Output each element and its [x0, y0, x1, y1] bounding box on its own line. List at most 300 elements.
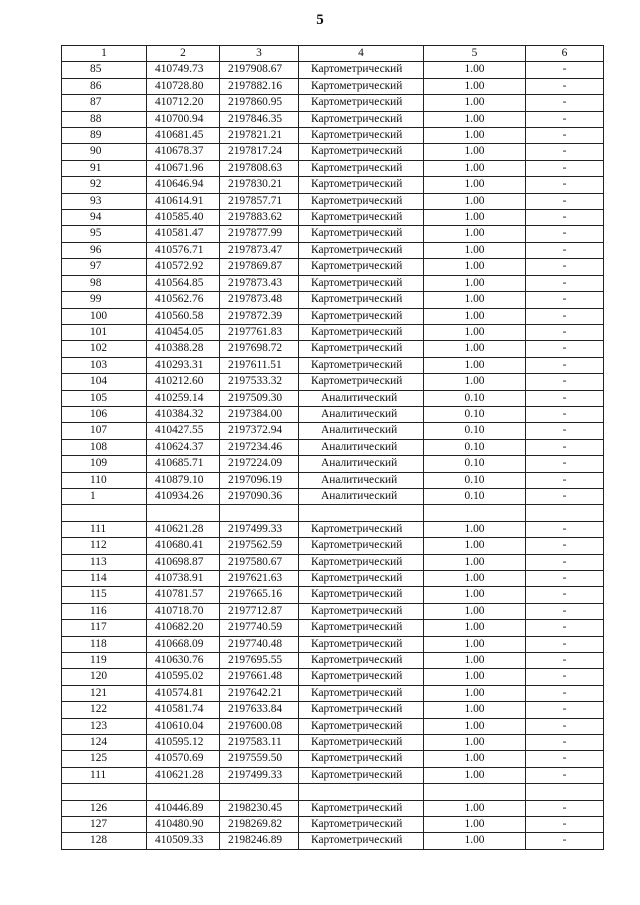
- table-cell: -: [526, 111, 604, 127]
- table-cell: 117: [62, 620, 147, 636]
- table-cell: 2197872.39: [220, 308, 299, 324]
- table-cell: 1.00: [424, 702, 526, 718]
- table-cell: -: [526, 292, 604, 308]
- table-cell: 1.00: [424, 685, 526, 701]
- table-cell: Картометрический: [299, 193, 424, 209]
- table-cell: -: [526, 456, 604, 472]
- table-cell: -: [526, 653, 604, 669]
- table-cell: [526, 505, 604, 521]
- table-row: [62, 603, 604, 619]
- table-cell: 107: [62, 423, 147, 439]
- table-cell: 410682.20: [147, 620, 220, 636]
- table-cell: Картометрический: [299, 62, 424, 78]
- table-row: [62, 95, 604, 111]
- table-cell: 113: [62, 554, 147, 570]
- table-row: [62, 718, 604, 734]
- table-cell: 410630.76: [147, 653, 220, 669]
- table-row: [62, 275, 604, 291]
- table-cell: Картометрический: [299, 95, 424, 111]
- table-cell: Картометрический: [299, 210, 424, 226]
- table-row: [62, 226, 604, 242]
- table-cell: 1.00: [424, 160, 526, 176]
- table-cell: Картометрический: [299, 685, 424, 701]
- table-cell: Картометрический: [299, 603, 424, 619]
- table-cell: 410621.28: [147, 521, 220, 537]
- table-cell: [147, 784, 220, 800]
- table-cell: Аналитический: [299, 406, 424, 422]
- column-header-2: 2: [147, 46, 220, 62]
- table-cell: 96: [62, 242, 147, 258]
- table-cell: 1.00: [424, 374, 526, 390]
- table-cell: 111: [62, 521, 147, 537]
- table-cell: 106: [62, 406, 147, 422]
- table-cell: 0.10: [424, 456, 526, 472]
- table-cell: 1.00: [424, 554, 526, 570]
- table-cell: 410384.32: [147, 406, 220, 422]
- table-row: [62, 292, 604, 308]
- table-cell: [424, 784, 526, 800]
- table-cell: 2197740.59: [220, 620, 299, 636]
- table-cell: Картометрический: [299, 177, 424, 193]
- table-cell: 95: [62, 226, 147, 242]
- table-cell: 0.10: [424, 439, 526, 455]
- table-cell: 2197234.46: [220, 439, 299, 455]
- table-cell: 125: [62, 751, 147, 767]
- table-cell: [299, 505, 424, 521]
- table-cell: 0.10: [424, 390, 526, 406]
- table-cell: 410560.58: [147, 308, 220, 324]
- table-cell: 410728.80: [147, 78, 220, 94]
- table-cell: Картометрический: [299, 374, 424, 390]
- table-cell: 410570.69: [147, 751, 220, 767]
- table-cell: Картометрический: [299, 570, 424, 586]
- table-cell: 2197642.21: [220, 685, 299, 701]
- table-cell: 120: [62, 669, 147, 685]
- table-cell: 1.00: [424, 259, 526, 275]
- table-cell: 1.00: [424, 669, 526, 685]
- table-cell: Картометрический: [299, 259, 424, 275]
- table-cell: -: [526, 308, 604, 324]
- table-cell: Картометрический: [299, 817, 424, 833]
- table-row: [62, 751, 604, 767]
- table-row: [62, 620, 604, 636]
- table-cell: -: [526, 259, 604, 275]
- table-row: [62, 767, 604, 783]
- table-cell: -: [526, 390, 604, 406]
- table-cell: 410781.57: [147, 587, 220, 603]
- table-cell: 2197661.48: [220, 669, 299, 685]
- table-cell: 1.00: [424, 210, 526, 226]
- table-cell: 410572.92: [147, 259, 220, 275]
- table-cell: 1.00: [424, 308, 526, 324]
- table-row: [62, 210, 604, 226]
- table-cell: Картометрический: [299, 735, 424, 751]
- table-cell: 410562.76: [147, 292, 220, 308]
- table-cell: 1.00: [424, 833, 526, 849]
- table-cell: -: [526, 210, 604, 226]
- table-cell: 1.00: [424, 193, 526, 209]
- table-cell: 1.00: [424, 587, 526, 603]
- table-row: [62, 570, 604, 586]
- table-cell: 1.00: [424, 292, 526, 308]
- column-header-3: 3: [220, 46, 299, 62]
- table-cell: -: [526, 521, 604, 537]
- table-cell: 410646.94: [147, 177, 220, 193]
- table-row: [62, 685, 604, 701]
- table-cell: 100: [62, 308, 147, 324]
- table-cell: Картометрический: [299, 800, 424, 816]
- table-cell: 2197384.00: [220, 406, 299, 422]
- table-cell: -: [526, 423, 604, 439]
- table-row: [62, 111, 604, 127]
- table-cell: -: [526, 685, 604, 701]
- table-cell: 1.00: [424, 521, 526, 537]
- table-cell: 127: [62, 817, 147, 833]
- table-cell: Картометрический: [299, 653, 424, 669]
- table-cell: 89: [62, 128, 147, 144]
- column-header-4: 4: [299, 46, 424, 62]
- table-header-row: [62, 46, 604, 62]
- table-cell: 1.00: [424, 242, 526, 258]
- table-cell: Картометрический: [299, 242, 424, 258]
- table-cell: 1.00: [424, 226, 526, 242]
- table-cell: -: [526, 62, 604, 78]
- table-cell: -: [526, 603, 604, 619]
- table-cell: 410610.04: [147, 718, 220, 734]
- table-cell: Аналитический: [299, 456, 424, 472]
- table-cell: 1.00: [424, 800, 526, 816]
- table-cell: Картометрический: [299, 751, 424, 767]
- table-cell: -: [526, 554, 604, 570]
- table-cell: 2197883.62: [220, 210, 299, 226]
- table-cell: Картометрический: [299, 78, 424, 94]
- table-cell: Картометрический: [299, 767, 424, 783]
- table-cell: 112: [62, 538, 147, 554]
- table-row: [62, 406, 604, 422]
- table-cell: 114: [62, 570, 147, 586]
- table-cell: 105: [62, 390, 147, 406]
- table-cell: 2197712.87: [220, 603, 299, 619]
- table-cell: 2198230.45: [220, 800, 299, 816]
- table-cell: 410564.85: [147, 275, 220, 291]
- table-cell: 103: [62, 357, 147, 373]
- table-cell: Картометрический: [299, 292, 424, 308]
- table-cell: 87: [62, 95, 147, 111]
- table-cell: 2198246.89: [220, 833, 299, 849]
- table-cell: 410712.20: [147, 95, 220, 111]
- table-cell: Картометрический: [299, 833, 424, 849]
- table-row: [62, 423, 604, 439]
- table-cell: Картометрический: [299, 226, 424, 242]
- table-cell: 2197621.63: [220, 570, 299, 586]
- table-cell: -: [526, 439, 604, 455]
- table-cell: 410576.71: [147, 242, 220, 258]
- table-cell: -: [526, 78, 604, 94]
- table-cell: -: [526, 833, 604, 849]
- table-row: [62, 78, 604, 94]
- table-cell: 91: [62, 160, 147, 176]
- table-cell: -: [526, 95, 604, 111]
- column-header-5: 5: [424, 46, 526, 62]
- table-row: [62, 308, 604, 324]
- table-row: [62, 521, 604, 537]
- table-cell: -: [526, 242, 604, 258]
- table-row: [62, 242, 604, 258]
- table-cell: Аналитический: [299, 390, 424, 406]
- table-row: [62, 800, 604, 816]
- table-cell: [299, 784, 424, 800]
- table-row: [62, 357, 604, 373]
- table-cell: 93: [62, 193, 147, 209]
- table-cell: 2197499.33: [220, 521, 299, 537]
- table-cell: 94: [62, 210, 147, 226]
- table-cell: 410668.09: [147, 636, 220, 652]
- table-cell: [220, 784, 299, 800]
- table-cell: 410681.45: [147, 128, 220, 144]
- table-separator-row: [62, 505, 604, 521]
- table-cell: 410585.40: [147, 210, 220, 226]
- table-cell: 410621.28: [147, 767, 220, 783]
- table-cell: -: [526, 620, 604, 636]
- table-cell: 1.00: [424, 78, 526, 94]
- coordinates-table: [61, 45, 604, 850]
- table-cell: -: [526, 341, 604, 357]
- table-cell: 2197559.50: [220, 751, 299, 767]
- table-cell: 2197096.19: [220, 472, 299, 488]
- column-header-1: 1: [62, 46, 147, 62]
- table-cell: 410614.91: [147, 193, 220, 209]
- table-cell: 126: [62, 800, 147, 816]
- table-cell: 85: [62, 62, 147, 78]
- table-cell: -: [526, 636, 604, 652]
- table-cell: -: [526, 751, 604, 767]
- table-cell: 128: [62, 833, 147, 849]
- table-cell: 119: [62, 653, 147, 669]
- table-cell: 1.00: [424, 357, 526, 373]
- table-cell: 109: [62, 456, 147, 472]
- table-row: [62, 669, 604, 685]
- table-row: [62, 193, 604, 209]
- table-cell: Аналитический: [299, 439, 424, 455]
- table-cell: -: [526, 800, 604, 816]
- table-row: [62, 439, 604, 455]
- table-cell: 2197817.24: [220, 144, 299, 160]
- table-cell: -: [526, 735, 604, 751]
- table-row: [62, 144, 604, 160]
- table-cell: 1.00: [424, 570, 526, 586]
- table-cell: -: [526, 488, 604, 504]
- table-cell: 2197873.43: [220, 275, 299, 291]
- table-cell: Картометрический: [299, 341, 424, 357]
- table-cell: Картометрический: [299, 538, 424, 554]
- table-row: [62, 160, 604, 176]
- table-cell: 410700.94: [147, 111, 220, 127]
- table-row: [62, 653, 604, 669]
- table-cell: 1.00: [424, 538, 526, 554]
- table-cell: 123: [62, 718, 147, 734]
- table-cell: Картометрический: [299, 521, 424, 537]
- table-cell: 2197846.35: [220, 111, 299, 127]
- table-cell: Картометрический: [299, 636, 424, 652]
- table-cell: Картометрический: [299, 718, 424, 734]
- table-row: [62, 456, 604, 472]
- table-cell: 2197562.59: [220, 538, 299, 554]
- table-cell: 1.00: [424, 636, 526, 652]
- table-cell: Картометрический: [299, 144, 424, 160]
- table-cell: 410879.10: [147, 472, 220, 488]
- table-cell: 1.00: [424, 128, 526, 144]
- table-separator-row: [62, 784, 604, 800]
- table-cell: 1.00: [424, 767, 526, 783]
- table-cell: 2197695.55: [220, 653, 299, 669]
- table-cell: 2197372.94: [220, 423, 299, 439]
- table-cell: -: [526, 357, 604, 373]
- table-cell: 410738.91: [147, 570, 220, 586]
- table-cell: 2197580.67: [220, 554, 299, 570]
- table-cell: 2197224.09: [220, 456, 299, 472]
- table-cell: 1.00: [424, 177, 526, 193]
- table-cell: -: [526, 406, 604, 422]
- table-row: [62, 472, 604, 488]
- table-cell: 1.00: [424, 751, 526, 767]
- table-cell: 2197873.47: [220, 242, 299, 258]
- table-cell: 410749.73: [147, 62, 220, 78]
- table-cell: 2197611.51: [220, 357, 299, 373]
- table-cell: 410624.37: [147, 439, 220, 455]
- table-cell: -: [526, 160, 604, 176]
- table-cell: 1.00: [424, 817, 526, 833]
- table-cell: 97: [62, 259, 147, 275]
- table-cell: 2197882.16: [220, 78, 299, 94]
- table-cell: Картометрический: [299, 554, 424, 570]
- table-cell: 1.00: [424, 603, 526, 619]
- table-row: [62, 538, 604, 554]
- table-cell: 118: [62, 636, 147, 652]
- table-cell: 410934.26: [147, 488, 220, 504]
- table-cell: 2197908.67: [220, 62, 299, 78]
- table-cell: 104: [62, 374, 147, 390]
- table-cell: 88: [62, 111, 147, 127]
- table-cell: 116: [62, 603, 147, 619]
- table-cell: -: [526, 669, 604, 685]
- table-cell: -: [526, 587, 604, 603]
- table-cell: Картометрический: [299, 160, 424, 176]
- table-cell: Аналитический: [299, 423, 424, 439]
- table-cell: 99: [62, 292, 147, 308]
- table-row: [62, 390, 604, 406]
- table-cell: 410698.87: [147, 554, 220, 570]
- table-cell: 2197821.21: [220, 128, 299, 144]
- table-cell: 110: [62, 472, 147, 488]
- table-cell: Аналитический: [299, 472, 424, 488]
- table-cell: 1.00: [424, 735, 526, 751]
- table-cell: 2197873.48: [220, 292, 299, 308]
- table-row: [62, 324, 604, 340]
- table-row: [62, 128, 604, 144]
- table-cell: 2197740.48: [220, 636, 299, 652]
- table-cell: 2197877.99: [220, 226, 299, 242]
- table-cell: Картометрический: [299, 308, 424, 324]
- table-cell: Картометрический: [299, 275, 424, 291]
- table-cell: 0.10: [424, 488, 526, 504]
- table-cell: 1.00: [424, 653, 526, 669]
- table-cell: -: [526, 177, 604, 193]
- table-cell: 410427.55: [147, 423, 220, 439]
- table-cell: 410388.28: [147, 341, 220, 357]
- column-header-6: 6: [526, 46, 604, 62]
- table-cell: -: [526, 538, 604, 554]
- table-cell: 410595.12: [147, 735, 220, 751]
- table-cell: 410480.90: [147, 817, 220, 833]
- table-cell: 410685.71: [147, 456, 220, 472]
- table-row: [62, 702, 604, 718]
- table-cell: [220, 505, 299, 521]
- table-cell: 108: [62, 439, 147, 455]
- table-cell: 1.00: [424, 144, 526, 160]
- table-cell: 410718.70: [147, 603, 220, 619]
- table-cell: 1.00: [424, 341, 526, 357]
- table-cell: [62, 505, 147, 521]
- table-cell: 410212.60: [147, 374, 220, 390]
- table-cell: 2198269.82: [220, 817, 299, 833]
- table-cell: 2197869.87: [220, 259, 299, 275]
- table-row: [62, 554, 604, 570]
- table-row: [62, 259, 604, 275]
- table-cell: -: [526, 767, 604, 783]
- table-cell: -: [526, 275, 604, 291]
- table-cell: 1.00: [424, 275, 526, 291]
- table-cell: 410454.05: [147, 324, 220, 340]
- table-cell: 1.00: [424, 62, 526, 78]
- table-cell: Картометрический: [299, 324, 424, 340]
- table-cell: [62, 784, 147, 800]
- table-cell: Картометрический: [299, 587, 424, 603]
- table-cell: 2197808.63: [220, 160, 299, 176]
- table-cell: Аналитический: [299, 488, 424, 504]
- table-cell: 410259.14: [147, 390, 220, 406]
- table-cell: -: [526, 472, 604, 488]
- table-cell: 2197600.08: [220, 718, 299, 734]
- table-cell: Картометрический: [299, 128, 424, 144]
- table-cell: 2197499.33: [220, 767, 299, 783]
- table-cell: -: [526, 374, 604, 390]
- table-cell: 410293.31: [147, 357, 220, 373]
- table-cell: [424, 505, 526, 521]
- table-cell: -: [526, 817, 604, 833]
- table-cell: 122: [62, 702, 147, 718]
- table-cell: 0.10: [424, 423, 526, 439]
- table-cell: 86: [62, 78, 147, 94]
- table-cell: 410671.96: [147, 160, 220, 176]
- table-cell: 101: [62, 324, 147, 340]
- table-cell: Картометрический: [299, 669, 424, 685]
- table-cell: 2197830.21: [220, 177, 299, 193]
- table-cell: 92: [62, 177, 147, 193]
- table-cell: 1.00: [424, 324, 526, 340]
- table-cell: 1.00: [424, 620, 526, 636]
- table-cell: -: [526, 226, 604, 242]
- table-row: [62, 833, 604, 849]
- table-cell: -: [526, 324, 604, 340]
- table-cell: 98: [62, 275, 147, 291]
- table-cell: 115: [62, 587, 147, 603]
- table-cell: -: [526, 144, 604, 160]
- table-cell: 2197090.36: [220, 488, 299, 504]
- table-cell: 102: [62, 341, 147, 357]
- table-cell: 111: [62, 767, 147, 783]
- table-cell: -: [526, 128, 604, 144]
- table-cell: Картометрический: [299, 357, 424, 373]
